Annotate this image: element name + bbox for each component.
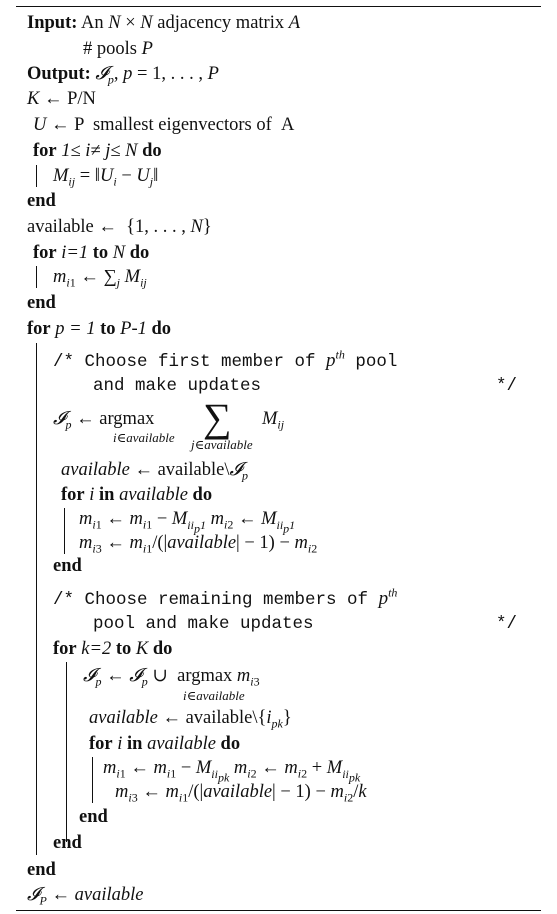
end-5: end [53,833,82,853]
line-u: U ← P smallest eigenvectors of A [33,115,295,135]
block-bar-1 [36,165,37,187]
comment-1b: and make updates [93,376,262,396]
end-2: end [27,293,56,313]
line-k: K ← P/N [27,89,96,109]
for4-line-2: $m_{i3}$ ← $m_{i1}/(|available| - 1) - m_{i2}$ [79,533,318,556]
for6-line-2: $m_{i3}$ ← $m_{i1}/(|available| - 1) - m_{i2}/k$ [115,782,367,805]
comment-2-end: */ [496,614,518,634]
output-label: Output: [27,64,91,84]
input-label: Input: [27,13,78,33]
for-loop-3: for p = 1 to P-1 do [27,319,172,339]
sum-term: $M_{ij}$ [262,409,285,432]
for4-line-1: $m_{i1}$ ← $m_{i1} - M_{ii_p1}$ $m_{i2}$ ← $M_{ii_p1}$ [79,509,296,536]
output-line: Output: 𝓘$_p$, p = 1, . . . , P [27,63,219,87]
argmax-under-2: i∈available [183,688,245,703]
input-line-2: # pools P [83,39,153,59]
for-loop-1: for 1≤ i≠ j≤ N do [33,141,162,161]
comment-1: /* Choose first member of $p^{th}$ pool [53,347,398,372]
block-bar-3 [36,343,37,855]
end-4: end [53,556,82,576]
sum-under: j∈available [191,437,253,452]
avail-update: available ← available\𝓘$_p$ [61,459,249,483]
for-loop-4: for i in available do [61,485,213,505]
final-assign: 𝓘$_P$ ← available [27,884,144,908]
block-bar-4 [64,508,65,554]
end-3: end [27,860,56,880]
block-bar-5 [66,662,67,842]
avail-update-2: available ← $available\backslash\{i_{pk}\}$ [89,708,292,731]
available-init: available ← {1, . . . , N} [27,217,212,237]
input-line: Input: An N × N adjacency matrix A [27,13,301,33]
bottom-rule [16,910,541,911]
for6-line-1: $m_{i1}$ ← $m_{i1} - M_{ii_{pk}}$ $m_{i2}$ ← $m_{i2} + M_{ii_{pk}}$ [103,758,361,785]
for2-body: $m_{i1}$ ← $\sum_j$ $M_{ij}$ [53,267,147,290]
end-1: end [27,191,56,211]
for-loop-5: for k=2 to K do [53,639,173,659]
sum-symbol: ∑ [203,395,232,440]
for-loop-6: for i in available do [89,734,241,754]
for-loop-2: for i=1 to N do [33,243,150,263]
comment-2b: pool and make updates [93,614,314,634]
comment-1-end: */ [496,376,518,396]
ip-assign: 𝓘$_p$ ← argmax [53,408,155,432]
ip-union: 𝓘$_p$ ← 𝓘$_p$ ∪ argmax $m_{i3}$ [83,665,260,689]
block-bar-2 [36,266,37,288]
comment-2: /* Choose remaining members of $p^{th}$ [53,585,398,610]
end-6: end [79,807,108,827]
for1-body: $M_{ij}$ = $‖U_i$ − $U_j‖$ [53,166,159,189]
top-rule [16,6,541,7]
block-bar-6 [92,757,93,803]
argmax-under-1: i∈available [113,430,175,445]
